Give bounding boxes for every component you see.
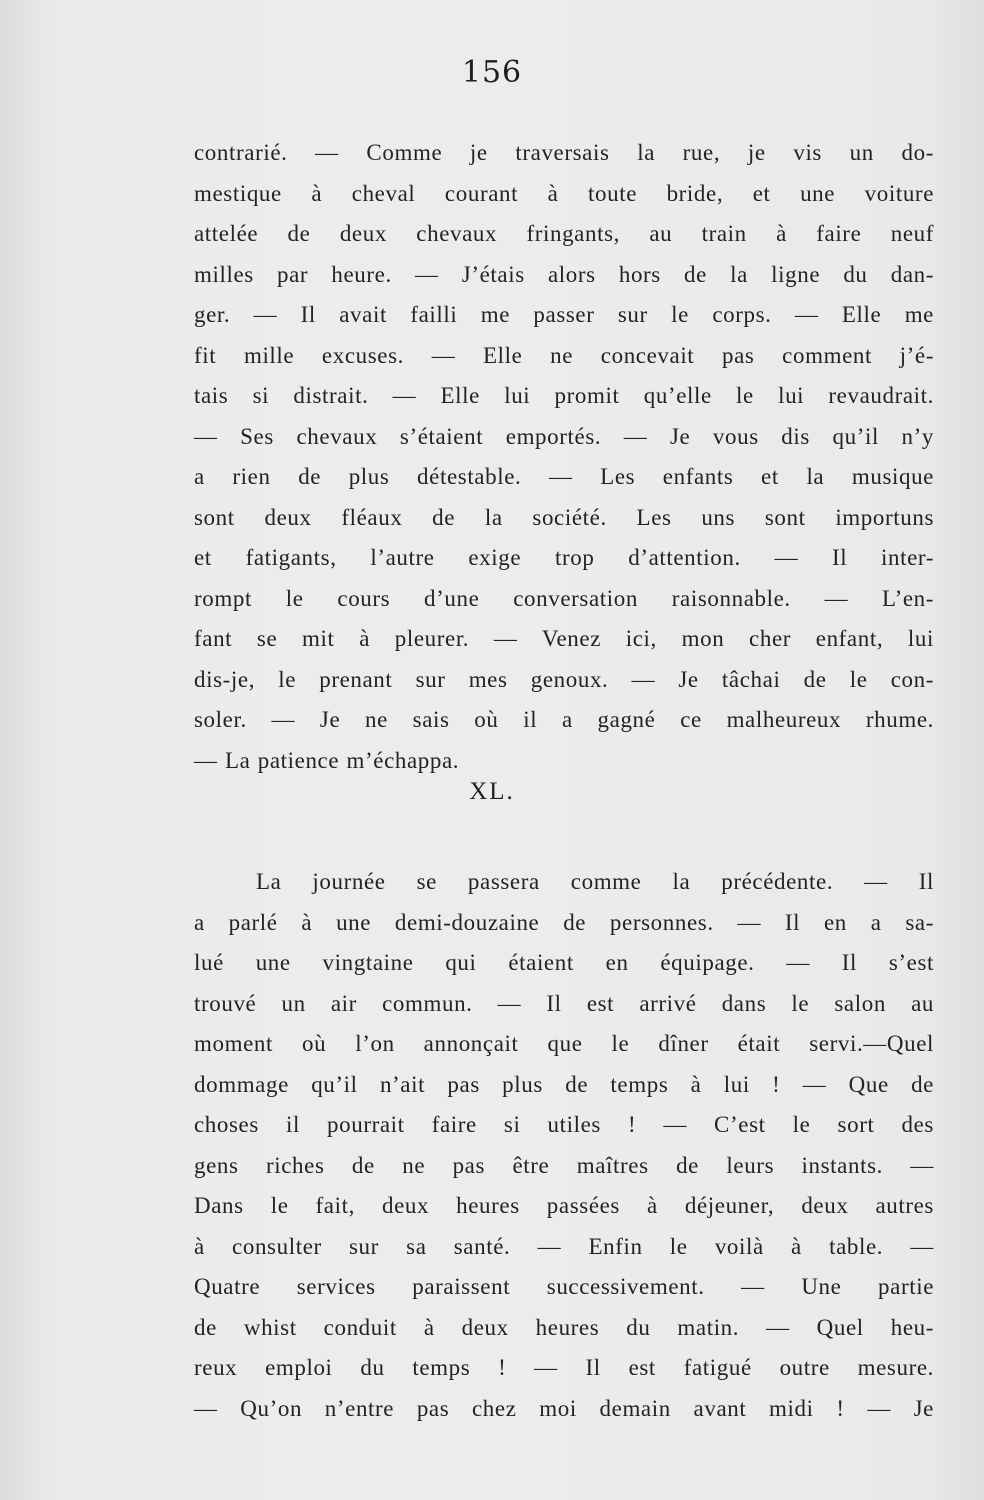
text-line: dis-je, le prenant sur mes genoux. — Je tâchai de le con- xyxy=(194,666,934,692)
text-line: fant se mit à pleurer. — Venez ici, mon cher enfant, lui xyxy=(194,626,934,651)
text-line: et fatigants, l’autre exige trop d’attention. — Il inter- xyxy=(194,545,934,570)
text-line: — La patience m’échappa. xyxy=(194,747,460,773)
text-line: gens riches de ne pas être maîtres de leurs instants. — xyxy=(194,1152,934,1178)
text-line: dommage qu’il n’ait pas plus de temps à lui ! — Que de xyxy=(194,1071,934,1097)
text-line: trouvé un air commun. — Il est arrivé dans le salon au xyxy=(194,990,934,1016)
text-line: Quatre services paraissent successivement. — Une partie xyxy=(194,1274,934,1299)
text-line: a parlé à une demi-douzaine de personnes. — Il en a sa- xyxy=(194,909,934,935)
text-line: mestique à cheval courant à toute bride, et une voiture xyxy=(194,180,934,206)
page-number: 156 xyxy=(461,55,523,90)
text-line: moment où l’on annonçait que le dîner était servi.—Quel xyxy=(194,1031,934,1056)
text-line: de whist conduit à deux heures du matin. — Quel heu- xyxy=(194,1314,934,1340)
text-line: a rien de plus détestable. — Les enfants et la musique xyxy=(194,464,934,489)
paragraph-continuation xyxy=(194,133,934,781)
text-line: tais si distrait. — Elle lui promit qu’elle le lui revaudrait. xyxy=(194,383,934,408)
text-line: choses il pourrait faire si utiles ! — C’est le sort des xyxy=(194,1112,934,1137)
text-line: — Ses chevaux s’étaient emportés. — Je vous dis qu’il n’y xyxy=(194,423,934,449)
text-line: attelée de deux chevaux fringants, au train à faire neuf xyxy=(194,221,934,246)
text-line: fit mille excuses. — Elle ne concevait pas comment j’é- xyxy=(194,342,934,368)
text-line: soler. — Je ne sais où il a gagné ce malheureux rhume. xyxy=(194,707,934,732)
text-line: reux emploi du temps ! — Il est fatigué outre mesure. xyxy=(194,1355,934,1380)
text-line: ger. — Il avait failli me passer sur le corps. — Elle me xyxy=(194,302,934,327)
text-line: contrarié. — Comme je traversais la rue, je vis un do- xyxy=(194,140,934,165)
text-line: La journée se passera comme la précédente. — Il xyxy=(256,869,934,894)
chapter-heading: XL. xyxy=(469,778,515,805)
text-line: sont deux fléaux de la société. Les uns sont importuns xyxy=(194,504,934,530)
paragraph-chapter-xl xyxy=(194,862,934,1429)
text-line: milles par heure. — J’étais alors hors de la ligne du dan- xyxy=(194,261,934,287)
text-line: rompt le cours d’une conversation raisonnable. — L’en- xyxy=(194,585,934,611)
text-line: lué une vingtaine qui étaient en équipage. — Il s’est xyxy=(194,950,934,975)
text-line: Dans le fait, deux heures passées à déjeuner, deux autres xyxy=(194,1193,934,1218)
text-line: — Qu’on n’entre pas chez moi demain avant midi ! — Je xyxy=(194,1395,934,1421)
text-line: à consulter sur sa santé. — Enfin le voilà à table. — xyxy=(194,1233,934,1259)
